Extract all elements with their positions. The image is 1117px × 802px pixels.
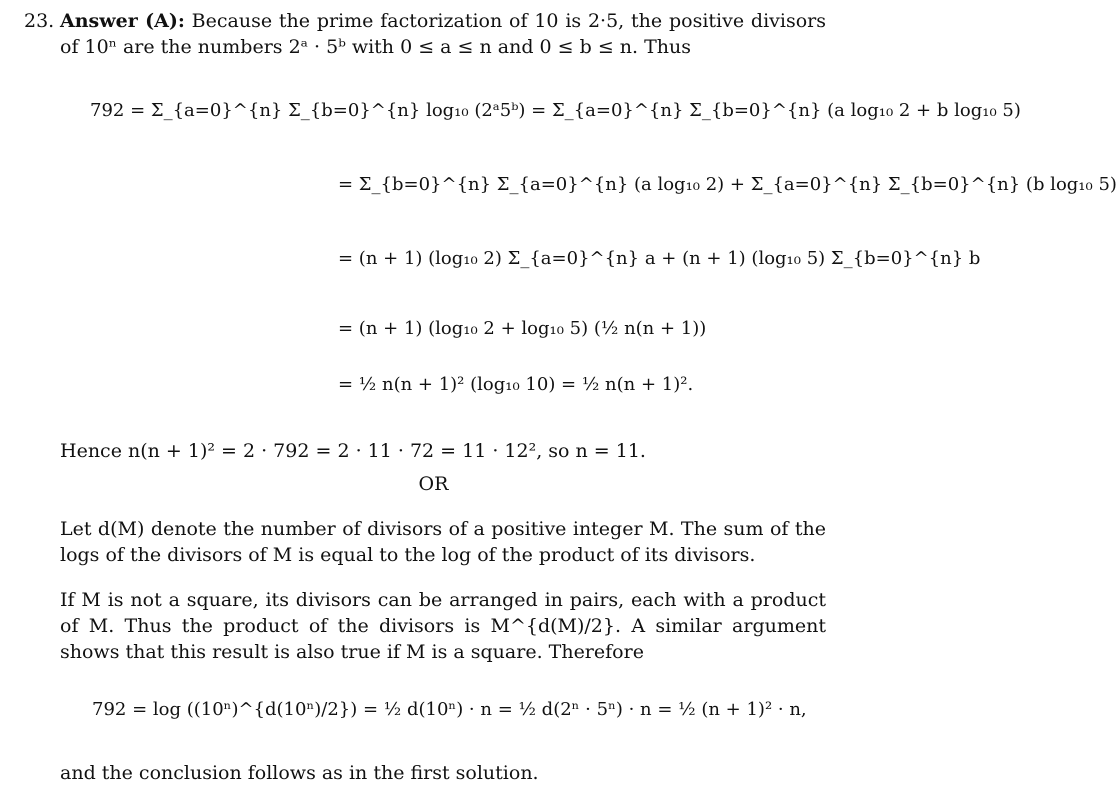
equation-line-1: 792 = Σ_{a=0}^{n} Σ_{b=0}^{n} log₁₀ (2ᵃ5ᵇ) = Σ_{a=0}^{n} Σ_{b=0}^{n} (a log₁₀ 2 + b log₁₀ 5) xyxy=(90,100,1021,121)
equation-line-2: = Σ_{b=0}^{n} Σ_{a=0}^{n} (a log₁₀ 2) + Σ_{a=0}^{n} Σ_{b=0}^{n} (b log₁₀ 5) xyxy=(338,174,1117,195)
or-separator: OR xyxy=(418,473,449,495)
intro-text: Because the prime factorization of 10 is 2·5, the positive divisors of 10ⁿ are the numbers 2ᵃ · 5ᵇ with 0 ≤ a ≤ n and 0 ≤ b ≤ n. Thus xyxy=(60,10,826,58)
conclusion-line: and the conclusion follows as in the first solution. xyxy=(60,762,539,784)
answer-label: Answer (A): xyxy=(60,10,185,32)
final-equation: 792 = log ((10ⁿ)^{d(10ⁿ)/2}) = ½ d(10ⁿ) · n = ½ d(2ⁿ · 5ⁿ) · n = ½ (n + 1)² · n, xyxy=(92,699,807,720)
paragraph-divisor-count: Let d(M) denote the number of divisors of a positive integer M. The sum of the logs of the divisors of M is equal to the log of the product of its divisors. xyxy=(60,518,826,566)
equation-line-3: = (n + 1) (log₁₀ 2) Σ_{a=0}^{n} a + (n + 1) (log₁₀ 5) Σ_{b=0}^{n} b xyxy=(338,248,981,269)
paragraph-square-argument: If M is not a square, its divisors can be arranged in pairs, each with a product of M. Thus the product of the divisors is M^{d(M)/2}. A similar argument shows that this result is also true if M is a square. Therefore xyxy=(60,589,826,663)
equation-line-5: = ½ n(n + 1)² (log₁₀ 10) = ½ n(n + 1)². xyxy=(338,374,694,395)
equation-line-4: = (n + 1) (log₁₀ 2 + log₁₀ 5) (½ n(n + 1)) xyxy=(338,318,707,339)
problem-number: 23. xyxy=(24,10,55,32)
intro-paragraph xyxy=(60,8,826,60)
hence-line: Hence n(n + 1)² = 2 · 792 = 2 · 11 · 72 = 11 · 12², so n = 11. xyxy=(60,440,646,462)
